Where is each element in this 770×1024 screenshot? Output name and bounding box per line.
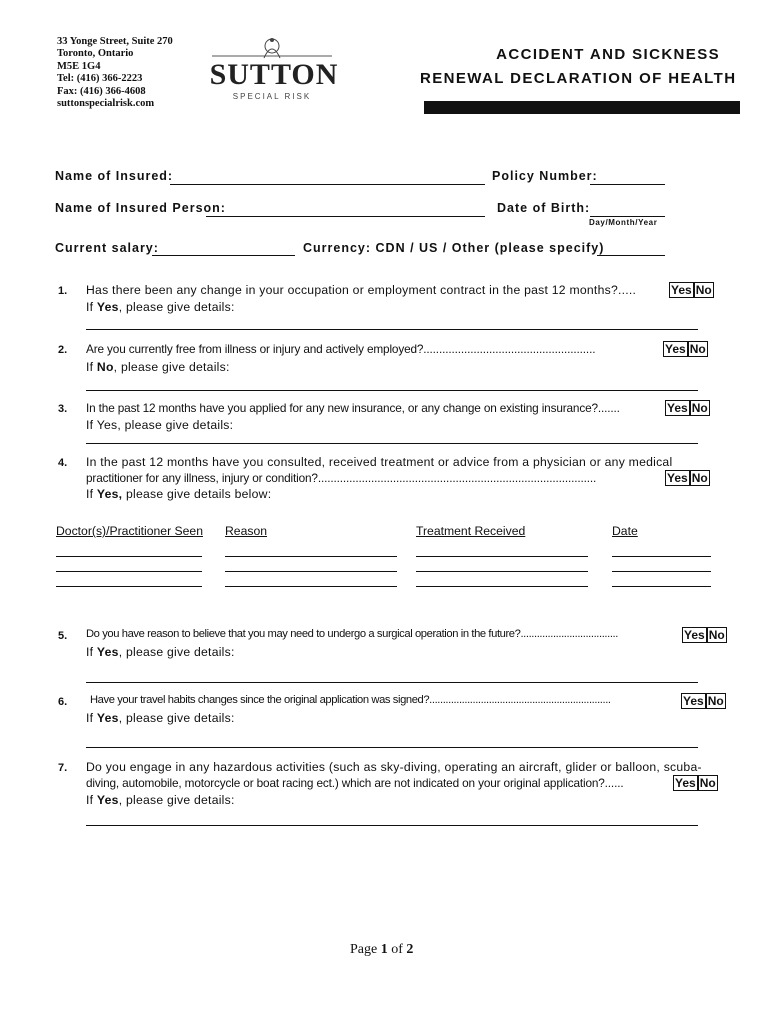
question-5-text: Do you have reason to believe that you may need to undergo a surgical operation in the future?.................................... [86, 628, 618, 640]
followup-prefix: If [86, 300, 94, 314]
currency-field[interactable] [597, 255, 665, 256]
followup-rest: please give details below: [122, 487, 272, 501]
question-2-details-line[interactable] [86, 390, 698, 391]
question-2-yes-no[interactable] [663, 342, 708, 356]
date-column-header: Date [612, 524, 638, 538]
date-field[interactable] [612, 571, 711, 572]
question-5-followup [86, 645, 235, 659]
address-line: Toronto, Ontario [57, 48, 134, 60]
followup-prefix: If [86, 793, 94, 807]
question-1-followup [86, 300, 235, 314]
question-2-text: Are you currently free from illness or injury and actively employed?....................................................... [86, 342, 596, 356]
followup-prefix: If [86, 711, 94, 725]
followup-condition: No [96, 360, 114, 374]
question-3-yes-no[interactable] [665, 401, 710, 415]
question-3-details-line[interactable] [86, 443, 698, 444]
treatment-field[interactable] [416, 571, 588, 572]
question-7-text: Do you engage in any hazardous activities (such as sky-diving, operating an aircraft, glider or balloon, scuba- [86, 760, 702, 774]
question-3-text: In the past 12 months have you applied for any new insurance, or any change on existing insurance?....... [86, 401, 620, 415]
treatment-field[interactable] [416, 556, 588, 557]
followup-condition: Yes [96, 711, 119, 725]
no-option[interactable]: No [691, 401, 708, 415]
yes-option[interactable]: Yes [665, 342, 686, 356]
title-bar [424, 101, 740, 114]
treatment-column-header: Treatment Received [416, 524, 526, 538]
question-7-followup [86, 793, 235, 807]
followup-condition: Yes, [96, 487, 123, 501]
question-6-text: Have your travel habits changes since the original application was signed?................................................................... [90, 694, 611, 706]
date-of-birth-label: Date of Birth: [497, 201, 591, 215]
question-7-text-cont: diving, automobile, motorcycle or boat racing ect.) which are not indicated on your original application?...... [86, 776, 624, 790]
question-4-text: In the past 12 months have you consulted, received treatment or advice from a physician or any medical [86, 455, 673, 469]
question-4-yes-no[interactable] [665, 471, 710, 485]
question-number: 4. [58, 457, 68, 469]
question-4-followup [86, 487, 271, 501]
yes-option[interactable]: Yes [667, 471, 688, 485]
reason-field[interactable] [225, 556, 397, 557]
address-line: M5E 1G4 [57, 60, 101, 72]
question-1-text: Has there been any change in your occupation or employment contract in the past 12 months?..... [86, 283, 637, 297]
followup-rest: , please give details: [118, 711, 235, 725]
yes-option[interactable]: Yes [675, 776, 696, 790]
no-option[interactable]: No [699, 776, 716, 790]
reason-column-header: Reason [225, 524, 268, 538]
name-insured-person-label: Name of Insured Person: [55, 201, 226, 215]
question-number: 6. [58, 696, 68, 708]
page-indicator [350, 942, 413, 958]
question-number: 2. [58, 344, 68, 356]
page-label: Page [350, 942, 378, 957]
question-4-text-cont: practitioner for any illness, injury or condition?......................................................................................... [86, 471, 597, 485]
question-6-details-line[interactable] [86, 747, 698, 748]
current-page: 1 [380, 942, 388, 957]
doctor-field[interactable] [56, 586, 202, 587]
logo-wordmark: SUTTON [209, 58, 339, 91]
followup-condition: Yes [96, 645, 119, 659]
question-number: 3. [58, 403, 68, 415]
no-option[interactable]: No [689, 342, 706, 356]
name-insured-label: Name of Insured: [55, 169, 174, 183]
followup-prefix: If [86, 487, 94, 501]
question-5-details-line[interactable] [86, 682, 698, 683]
question-number: 7. [58, 762, 68, 774]
address-line: 33 Yonge Street, Suite 270 [57, 36, 173, 47]
no-option[interactable]: No [691, 471, 708, 485]
yes-option[interactable]: Yes [671, 283, 692, 297]
policy-number-label: Policy Number: [492, 169, 598, 183]
website-line: suttonspecialrisk.com [57, 98, 155, 110]
question-7-details-line[interactable] [86, 825, 698, 826]
yes-option[interactable]: Yes [667, 401, 688, 415]
form-title-line1: ACCIDENT AND SICKNESS [496, 46, 720, 63]
doctor-field[interactable] [56, 571, 202, 572]
logo-tagline: SPECIAL RISK [232, 92, 312, 101]
question-3-followup: If Yes, please give details: [86, 418, 234, 432]
date-field[interactable] [612, 556, 711, 557]
followup-rest: , please give details: [118, 645, 235, 659]
followup-prefix: If [86, 360, 94, 374]
question-5-yes-no[interactable] [682, 628, 727, 642]
currency-label: Currency: CDN / US / Other (please specify) [303, 241, 605, 255]
date-field[interactable] [612, 586, 711, 587]
phone-line: Tel: (416) 366-2223 [57, 73, 143, 85]
question-7-yes-no[interactable] [673, 776, 718, 790]
followup-rest: , please give details: [113, 360, 230, 374]
doctor-field[interactable] [56, 556, 202, 557]
policy-number-field[interactable] [590, 184, 665, 185]
sutton-logo [202, 36, 342, 104]
reason-field[interactable] [225, 586, 397, 587]
doctor-column-header: Doctor(s)/Practitioner Seen [56, 524, 203, 538]
question-2-followup [86, 360, 230, 374]
no-option[interactable]: No [695, 283, 712, 297]
form-title-line2: RENEWAL DECLARATION OF HEALTH [420, 70, 737, 87]
name-insured-person-field[interactable] [206, 216, 485, 217]
question-6-followup [86, 711, 235, 725]
no-option[interactable]: No [707, 694, 724, 708]
treatment-field[interactable] [416, 586, 588, 587]
fax-line: Fax: (416) 366-4608 [57, 85, 146, 97]
name-insured-field[interactable] [170, 184, 485, 185]
followup-prefix: If [86, 645, 94, 659]
followup-condition: Yes [96, 300, 119, 314]
question-6-yes-no[interactable] [681, 694, 726, 708]
followup-rest: , please give details: [118, 300, 235, 314]
reason-field[interactable] [225, 571, 397, 572]
yes-option[interactable]: Yes [683, 694, 704, 708]
question-number: 5. [58, 630, 68, 642]
total-pages: 2 [406, 942, 414, 957]
yes-option[interactable]: Yes [684, 628, 705, 642]
company-address [57, 36, 173, 110]
date-of-birth-field[interactable] [590, 216, 665, 217]
dob-format-hint: Day/Month/Year [589, 218, 658, 227]
current-salary-label: Current salary: [55, 241, 159, 255]
followup-condition: Yes [96, 793, 119, 807]
question-1-details-line[interactable] [86, 329, 698, 330]
question-number: 1. [58, 285, 68, 297]
page-of: of [391, 942, 403, 957]
no-option[interactable]: No [708, 628, 725, 642]
followup-rest: , please give details: [118, 793, 235, 807]
current-salary-field[interactable] [152, 255, 295, 256]
question-1-yes-no[interactable] [669, 283, 714, 297]
